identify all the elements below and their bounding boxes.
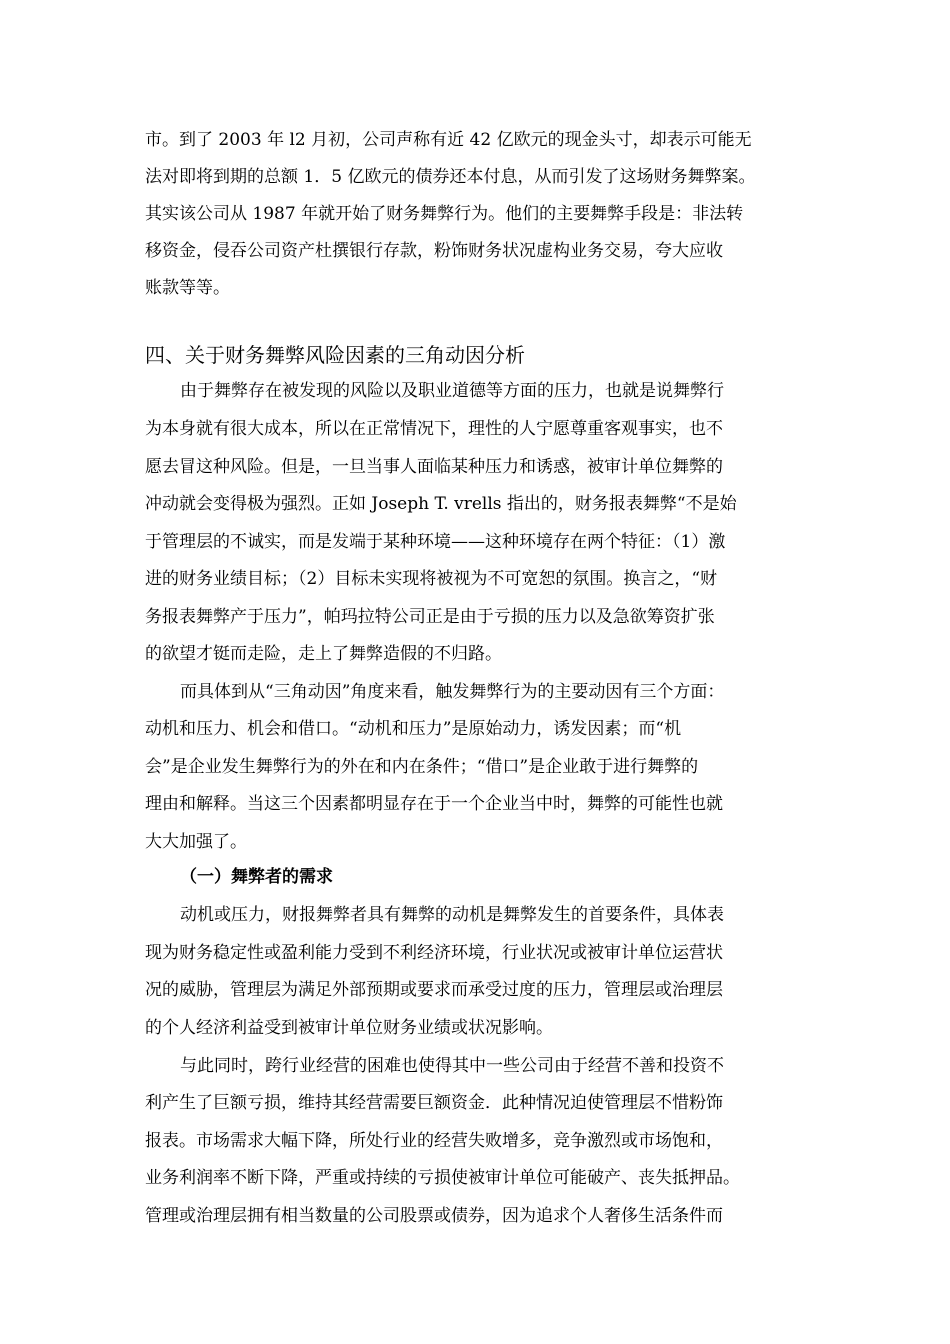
subsection-heading: （一）舞弊者的需求 <box>180 867 333 887</box>
text-line: 报表。市场需求大幅下降，所处行业的经营失败增多，竞争激烈或市场饱和， <box>145 1131 723 1151</box>
text-line: 进的财务业绩目标；（2）目标未实现将被视为不可宽恕的氛围。换言之，“财 <box>145 569 718 589</box>
text-line: 其实该公司从 1987 年就开始了财务舞弊行为。他们的主要舞弊手段是：非法转 <box>145 204 744 224</box>
text-line: 冲动就会变得极为强烈。正如 Joseph T. vrells 指出的，财务报表舞弊“不是始 <box>145 494 737 514</box>
text-line: 于管理层的不诚实，而是发端于某种环境——这种环境存在两个特征：（1）激 <box>145 532 726 552</box>
text-line: 务报表舞弊产于压力”，帕玛拉特公司正是由于亏损的压力以及急欲筹资扩张 <box>145 607 715 627</box>
text-line: 由于舞弊存在被发现的风险以及职业道德等方面的压力，也就是说舞弊行 <box>180 381 724 401</box>
text-line: 现为财务稳定性或盈利能力受到不利经济环境，行业状况或被审计单位运营状 <box>145 943 723 963</box>
text-line: 理由和解释。当这三个因素都明显存在于一个企业当中时，舞弊的可能性也就 <box>145 794 723 814</box>
text-line: 愿去冒这种风险。但是，一旦当事人面临某种压力和诱惑，被审计单位舞弊的 <box>145 457 723 477</box>
text-line: 的个人经济利益受到被审计单位财务业绩或状况影响。 <box>145 1018 553 1038</box>
text-line: 管理或治理层拥有相当数量的公司股票或债券，因为追求个人奢侈生活条件而 <box>145 1206 723 1226</box>
text-line: 法对即将到期的总额 1．5 亿欧元的债券还本付息，从而引发了这场财务舞弊案。 <box>145 167 756 187</box>
text-line: 而具体到从“三角动因”角度来看，触发舞弊行为的主要动因有三个方面： <box>180 682 725 702</box>
text-line: 账款等等。 <box>145 278 230 298</box>
text-line: 市。到了 2003 年 l2 月初，公司声称有近 42 亿欧元的现金头寸，却表示可能无 <box>145 130 752 150</box>
text-line: 利产生了巨额亏损，维持其经营需要巨额资金．此种情况迫使管理层不惜粉饰 <box>145 1093 723 1113</box>
text-line: 为本身就有很大成本，所以在正常情况下，理性的人宁愿尊重客观事实，也不 <box>145 419 723 439</box>
text-line: 会”是企业发生舞弊行为的外在和内在条件；“借口”是企业敢于进行舞弊的 <box>145 757 699 777</box>
text-line: 与此同时，跨行业经营的困难也使得其中一些公司由于经营不善和投资不 <box>180 1056 724 1076</box>
text-line: 动机和压力、机会和借口。“动机和压力”是原始动力，诱发因素；而“机 <box>145 719 682 739</box>
text-line: 移资金，侵吞公司资产杜撰银行存款，粉饰财务状况虚构业务交易，夸大应收 <box>145 241 723 261</box>
text-line: 大大加强了。 <box>145 832 247 852</box>
text-line: 业务利润率不断下降，严重或持续的亏损使被审计单位可能破产、丧失抵押品。 <box>145 1168 740 1188</box>
text-line: 的欲望才铤而走险，走上了舞弊造假的不归路。 <box>145 644 502 664</box>
text-line: 况的威胁，管理层为满足外部预期或要求而承受过度的压力，管理层或治理层 <box>145 980 723 1000</box>
text-line: 动机或压力，财报舞弊者具有舞弊的动机是舞弊发生的首要条件，具体表 <box>180 905 724 925</box>
section-heading: 四、关于财务舞弊风险因素的三角动因分析 <box>145 343 525 367</box>
